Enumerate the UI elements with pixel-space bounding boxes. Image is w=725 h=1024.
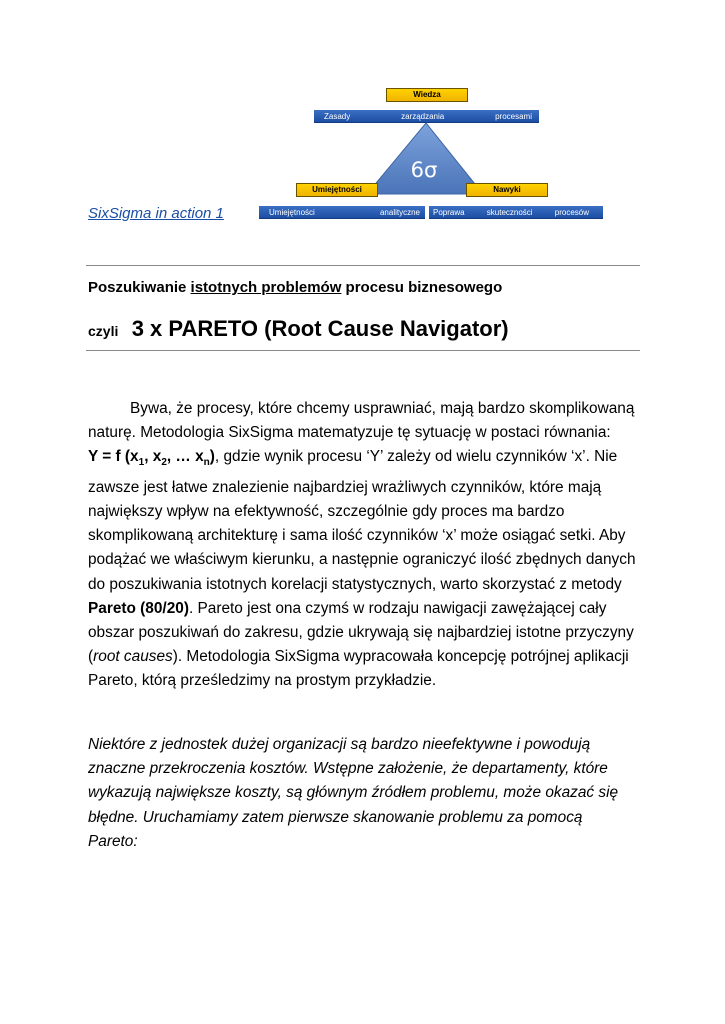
nawyki-box: Nawyki: [466, 183, 548, 197]
top-bar: [314, 110, 539, 123]
sixsigma-in-action-link[interactable]: SixSigma in action 1: [88, 205, 224, 222]
left-bottom-bar: [259, 206, 425, 219]
section-heading: Poszukiwanie istotnych problemów procesu biznesowego: [88, 279, 503, 296]
root-causes-term: root causes: [93, 648, 173, 666]
right-bar-item-1: Poprawa: [433, 208, 465, 217]
six-sigma-symbol: 6σ: [410, 158, 438, 182]
umiejetnosci-box: Umiejętności: [296, 183, 378, 197]
intro-paragraph: Bywa, że procesy, które chcemy usprawniać, mają bardzo skomplikowaną naturę. Metodologia SixSigma matematyzuje tę sytuację w postaci równania: Y = f ($x_1$, $x_2$, … $x_n$), gdzie wynik procesu ‘Y’ zależy od wielu czynników ‘x’. Nie zawsze jest łatwe znalezienie najbardziej wrażliwych czynników, które mają największy wpływ na efektywność, szczególnie gdy proces ma bardzo skomplikowaną architekturę i sama ilość czynników ‘x’ może osiągać setki. Aby podążać we właściwym kierunku, a następnie ograniczyć ilość zbędnych danych do poszukiwania istotnych korelacji statystycznych, warto skorzystać z metody Pareto (80/20). Pareto jest ona czymś w rodzaju nawigacji zawężającej cały obszar poszukiwań do zakresu, gdzie ukrywają się najbardziej istotne przyczyny (root causes). Metodologia SixSigma wypracowała koncepcję potrójnej aplikacji Pareto, którą prześledzimy na prostym przykładzie.: [88, 397, 648, 694]
left-bar-item-1: Umiejętności: [269, 208, 315, 217]
right-bar-item-3: procesów: [554, 208, 589, 217]
top-bar-item-2: zarządzania: [401, 112, 445, 121]
right-bottom-bar: [429, 206, 603, 219]
bottom-divider: [86, 350, 640, 351]
left-bar-item-2: analityczne: [379, 208, 420, 217]
right-bar-item-2: skuteczności: [486, 208, 533, 217]
top-bar-item-1: Zasady: [324, 112, 351, 121]
top-bar-item-3: procesami: [495, 112, 532, 121]
title-prefix: czyli: [88, 323, 119, 339]
top-divider: [86, 265, 640, 266]
underlined-phrase: istotnych problemów: [190, 279, 342, 296]
example-paragraph: Niektóre z jednostek dużej organizacji są bardzo nieefektywne i powodują znaczne przekroczenia kosztów. Wstępne założenie, że departamenty, które wykazują największe koszty, są głównym źródłem problemu, może okazać się błędne. Uruchamiamy zatem pierwsze skanowanie problemu za pomocą Pareto:: [88, 736, 619, 850]
page-title: [88, 316, 509, 342]
equation: Y = f ($x_1$, $x_2$, … $x_n$): [88, 448, 215, 469]
equation-line: Y = f ($x_1$, $x_2$, … $x_n$), gdzie wynik procesu ‘Y’ zależy od wielu czynników ‘x’. Nie: [88, 448, 618, 469]
pareto-emphasis: Pareto (80/20): [88, 599, 189, 617]
wiedza-box: Wiedza: [386, 88, 468, 102]
title-main: 3 x PARETO (Root Cause Navigator): [131, 316, 509, 341]
